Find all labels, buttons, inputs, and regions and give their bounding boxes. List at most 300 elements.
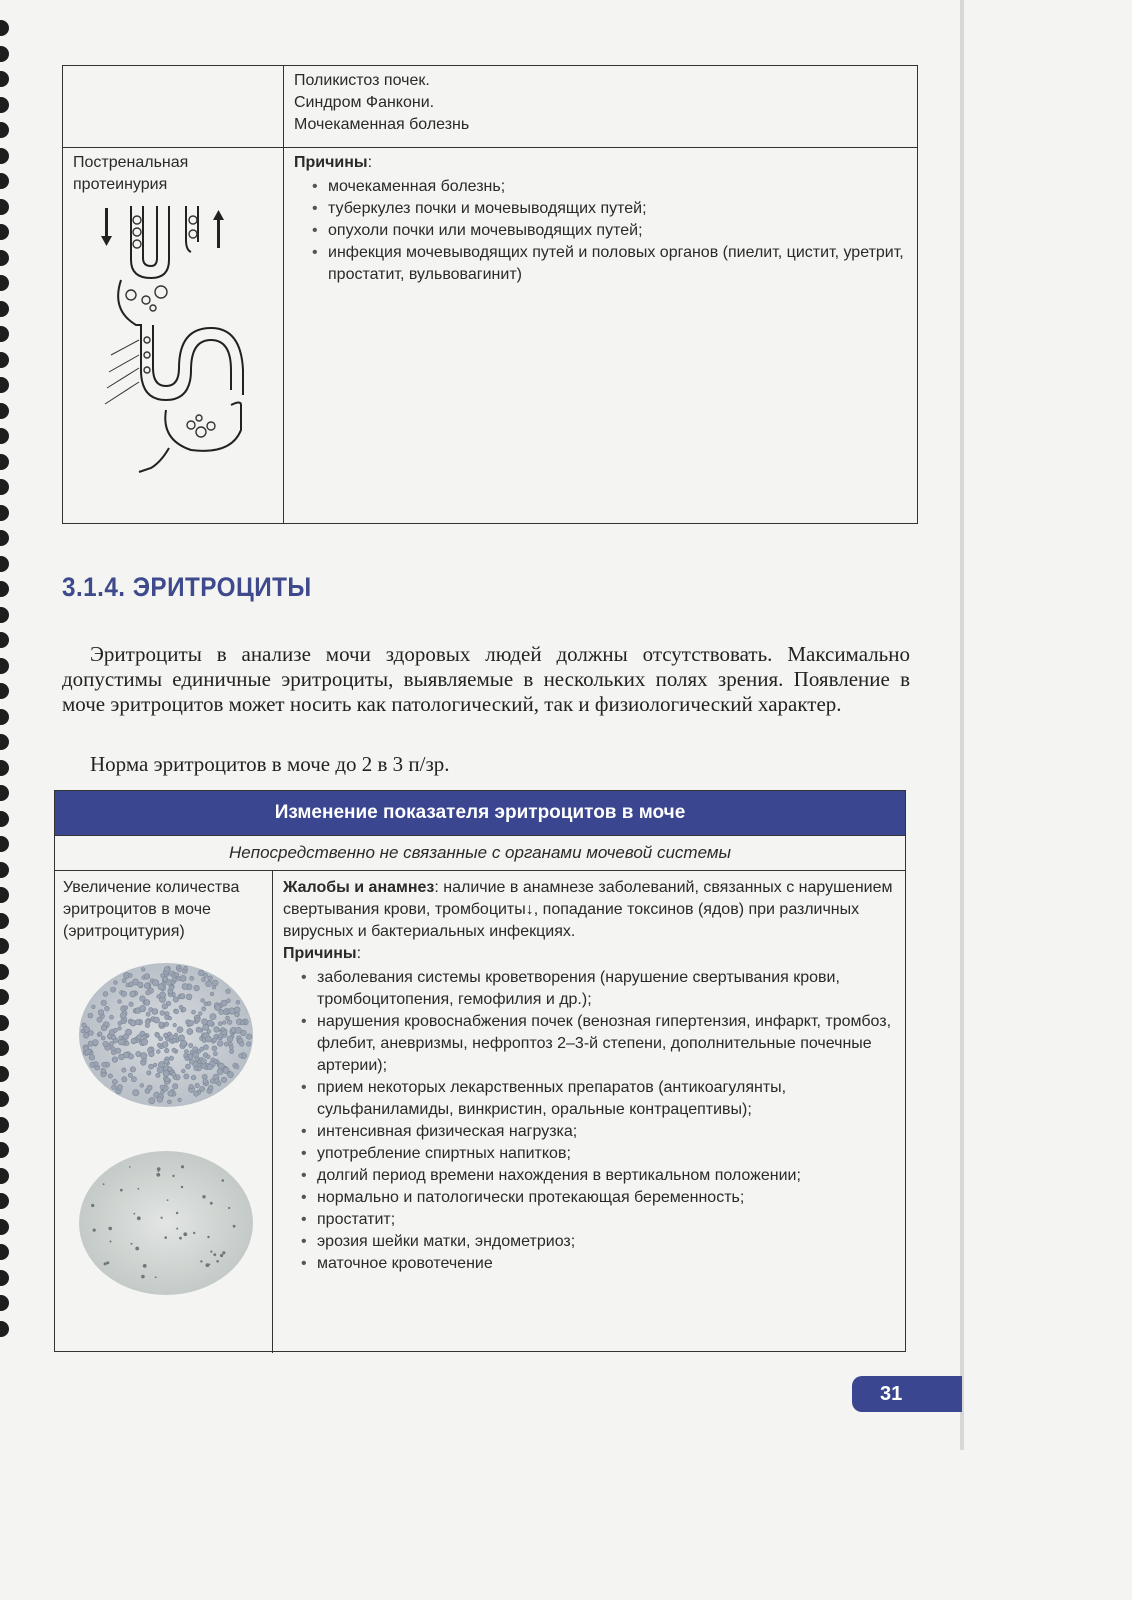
binding-ring — [0, 428, 9, 444]
cell-dot — [200, 1047, 204, 1051]
table-cell-empty — [63, 66, 284, 148]
cell-dot — [128, 1073, 132, 1077]
cell-dot — [109, 1042, 114, 1047]
cell-dot — [186, 994, 192, 1000]
cell-dot — [203, 1079, 208, 1084]
cell-dot — [213, 1253, 216, 1256]
binding-ring — [0, 556, 9, 572]
cell-dot — [240, 1042, 244, 1046]
list-item: • долгий период времени нахождения в вертикальном положении; — [301, 1165, 895, 1187]
cell-dot — [111, 1050, 116, 1055]
cell-dot — [119, 1054, 125, 1060]
cell-dot — [164, 1236, 167, 1239]
binding-ring — [0, 479, 9, 495]
binding-ring — [0, 505, 9, 521]
table-cell: Причины: • мочекаменная болезнь; • туберкулез почки и мочевыводящих путей; • опухоли почки или мочевыводящих путей; • инфекция мочевыводящих путей и половых органов (пиелит, цистит, уретрит, простатит, вульвовагинит) — [284, 148, 918, 524]
cell-dot — [246, 1042, 251, 1047]
cell-dot — [141, 1053, 147, 1059]
cell-dot — [111, 987, 116, 992]
binding-ring — [0, 785, 9, 801]
cell-dot — [141, 1275, 145, 1279]
list-item: • туберкулез почки и мочевыводящих путей; — [312, 198, 907, 220]
cell-dot — [91, 1204, 94, 1207]
cell-dot — [194, 1091, 199, 1096]
binding-ring — [0, 275, 9, 291]
cell-dot — [108, 1227, 112, 1231]
table-subheader: Непосредственно не связанные с органами мочевой системы — [55, 836, 905, 871]
binding-ring — [0, 46, 9, 62]
cell-dot — [103, 1041, 108, 1046]
cell-dot — [227, 999, 231, 1003]
cell-dot — [118, 1000, 122, 1004]
list-item: Поликистоз почек. — [294, 72, 430, 89]
cell-dot — [162, 1004, 168, 1010]
cell-dot — [184, 966, 188, 970]
cell-dot — [167, 1100, 171, 1104]
cell-dot — [130, 1067, 135, 1072]
causes-list — [283, 967, 895, 1275]
cell-dot — [201, 999, 205, 1003]
cell-dot — [93, 1229, 96, 1232]
cell-dot — [83, 1033, 88, 1038]
table-cell: Жалобы и анамнез: наличие в анамнезе заболеваний, связанных с нарушением свертывания крови, тромбоциты↓, попадание токсинов (ядов) при различных вирусных и бактериальных инфекциях. Причины: • заболевания системы кроветворения (нарушение свертывания крови, тромбоцитопения, гемофилия и др.); • нарушения кровоснабжения почек (венозная гипертензия, инфаркт, тромбоз, флебит, аневризмы, нефроптоз 2–3-й степени, дополнительные почечные артерии); • прием некоторых лекарственных препаратов (антикоагулянты, сульфаниламиды, винкристин, оральные контрацептивы); • интенсивная физическая нагрузка; • употребление спиртных напитков; • долгий период времени нахождения в вертикальном положении; • нормально и патологически протекающая беременность; • простатит; • эрозия шейки матки, эндометриоз; • маточное кровотечение — [273, 871, 905, 1353]
binding-ring — [0, 1193, 9, 1209]
cell-dot — [128, 973, 132, 977]
cell-dot — [239, 1054, 243, 1058]
list-item: • употребление спиртных напитков; — [301, 1143, 895, 1165]
cell-dot — [122, 979, 126, 983]
cell-dot — [182, 984, 188, 990]
binding-ring — [0, 122, 9, 138]
cell-dot — [207, 1064, 212, 1069]
cell-dot — [113, 1028, 117, 1032]
cell-dot — [157, 1043, 161, 1047]
cell-dot — [221, 1077, 226, 1082]
paragraph: Норма эритроцитов в моче до 2 в 3 п/зр. — [90, 752, 450, 776]
binding-ring — [0, 887, 9, 903]
cell-dot — [122, 1077, 127, 1082]
cell-dot — [212, 980, 218, 986]
cell-dot — [139, 1005, 145, 1011]
cell-dot — [210, 1079, 215, 1084]
cell-dot — [97, 1017, 102, 1022]
cell-dot — [214, 1027, 220, 1033]
cell-dot — [202, 1074, 207, 1079]
cell-dot — [160, 1085, 164, 1089]
binding-ring — [0, 250, 9, 266]
cell-dot — [136, 1051, 141, 1056]
binding-ring — [0, 862, 9, 878]
cell-dot — [172, 1048, 176, 1052]
cell-dot — [140, 996, 146, 1002]
cell-dot — [172, 977, 176, 981]
cell-dot — [98, 1010, 104, 1016]
cell-dot — [135, 1247, 139, 1251]
cell-dot — [204, 1002, 208, 1006]
cell-dot — [108, 1074, 112, 1078]
list-item: • эрозия шейки матки, эндометриоз; — [301, 1231, 895, 1253]
cell-dot — [84, 1046, 89, 1051]
cell-dot — [191, 1075, 196, 1080]
cell-dot — [129, 982, 134, 987]
cell-dot — [176, 1228, 178, 1230]
cell-dot — [156, 1073, 160, 1077]
cell-dot — [98, 1032, 102, 1036]
cell-dot — [172, 1175, 174, 1177]
table-row — [63, 148, 918, 524]
cell-dot — [212, 1046, 217, 1051]
list-item: • нарушения кровоснабжения почек (венозная гипертензия, инфаркт, тромбоз, флебит, аневризмы, нефроптоз 2–3-й степени, дополнительные почечные артерии); — [301, 1011, 895, 1077]
cell-dot — [226, 1016, 230, 1020]
cell-dot — [163, 977, 168, 982]
cell-dot — [180, 975, 186, 981]
list-item: • маточное кровотечение — [301, 1253, 895, 1275]
cell-dot — [141, 1039, 147, 1045]
cell-dot — [149, 1098, 155, 1104]
cell-dot — [131, 1243, 133, 1245]
cell-dot — [198, 970, 204, 976]
nephron-diagram — [91, 200, 251, 485]
cell-dot — [125, 1041, 129, 1045]
cell-dot — [168, 1067, 173, 1072]
cell-dot — [112, 1085, 117, 1090]
cell-dot — [213, 1038, 217, 1042]
cell-dot — [217, 1082, 221, 1086]
cell-dot — [131, 1038, 136, 1043]
cell-dot — [123, 1017, 127, 1021]
cell-dot — [101, 1036, 105, 1040]
cell-dot — [235, 1027, 241, 1033]
cell-dot — [157, 1167, 161, 1171]
cell-dot — [148, 1048, 153, 1053]
cell-dot — [227, 1020, 232, 1025]
cell-dot — [130, 991, 136, 997]
binding-ring — [0, 760, 9, 776]
cell-dot — [93, 1040, 99, 1046]
cell-dot — [181, 1165, 184, 1168]
row-label: Увеличение количества эритроцитов в моче (эритроцитурия) — [63, 879, 240, 940]
causes-title: Причины — [294, 154, 368, 171]
list-item: • нормально и патологически протекающая беременность; — [301, 1187, 895, 1209]
binding-ring — [0, 377, 9, 393]
list-item: • интенсивная физическая нагрузка; — [301, 1121, 895, 1143]
cell-dot — [156, 1050, 160, 1054]
cell-dot — [181, 1069, 185, 1073]
cell-dot — [174, 1009, 179, 1014]
cell-dot — [206, 981, 212, 987]
cell-dot — [228, 1072, 234, 1078]
binding-ring — [0, 709, 9, 725]
cell-dot — [133, 1213, 135, 1215]
cell-dot — [184, 1050, 188, 1054]
binding-ring — [0, 148, 9, 164]
cell-dot — [209, 1264, 211, 1266]
cell-dot — [143, 1035, 147, 1039]
cell-dot — [153, 1063, 157, 1067]
cell-dot — [129, 1166, 131, 1168]
binding-ring — [0, 913, 9, 929]
table-cell — [55, 871, 273, 1353]
binding-ring — [0, 581, 9, 597]
cell-dot — [201, 1059, 207, 1065]
cell-dot — [173, 1023, 177, 1027]
list-item: Синдром Фанкони. — [294, 94, 435, 111]
cell-dot — [185, 1056, 189, 1060]
complaints-text: : наличие в анамнезе заболеваний, связанных с нарушением свертывания крови, тромбоциты↓, попадание токсинов (ядов) при различных вирусных и бактериальных инфекциях. — [283, 879, 893, 940]
cell-dot — [208, 1085, 213, 1090]
list-item: Мочекаменная болезнь — [294, 116, 470, 133]
cell-dot — [101, 1000, 107, 1006]
cell-dot — [202, 978, 206, 982]
binding-ring — [0, 734, 9, 750]
cell-dot — [181, 1186, 183, 1188]
cell-dot — [203, 1045, 208, 1050]
cell-dot — [103, 1183, 105, 1185]
binding-ring — [0, 836, 9, 852]
table-cell — [284, 66, 918, 148]
microscopy-image-sediment — [77, 1149, 255, 1297]
cell-dot — [218, 1022, 222, 1026]
cell-dot — [102, 1062, 107, 1067]
cell-dot — [173, 1084, 178, 1089]
cell-dot — [182, 1008, 186, 1012]
cell-dot — [212, 985, 216, 989]
cell-dot — [114, 981, 118, 985]
cell-dot — [157, 995, 161, 999]
cell-dot — [210, 1251, 212, 1253]
list-item: • мочекаменная болезнь; — [312, 176, 907, 198]
binding-ring — [0, 811, 9, 827]
section-title: 3.1.4. ЭРИТРОЦИТЫ — [62, 572, 312, 602]
cell-dot — [156, 1173, 160, 1177]
cell-dot — [175, 973, 179, 977]
cell-dot — [229, 1045, 233, 1049]
cell-dot — [122, 1068, 126, 1072]
cell-dot — [92, 1005, 96, 1009]
cell-dot — [189, 1043, 193, 1047]
cell-dot — [169, 985, 174, 990]
binding-ring — [0, 1040, 9, 1056]
cell-dot — [227, 1036, 233, 1042]
table-row — [63, 66, 918, 148]
cell-dot — [157, 1067, 163, 1073]
cell-dot — [206, 1036, 212, 1042]
cell-dot — [159, 1022, 164, 1027]
cell-dot — [172, 1038, 176, 1042]
table-cell — [63, 148, 284, 524]
table-row — [55, 871, 905, 1353]
cell-dot — [81, 1029, 85, 1033]
binding-ring — [0, 173, 9, 189]
cell-dot — [240, 1021, 244, 1025]
cell-dot — [160, 1011, 165, 1016]
cell-dot — [213, 1052, 217, 1056]
cell-dot — [135, 1020, 140, 1025]
binding-ring — [0, 1091, 9, 1107]
cell-dot — [178, 1098, 182, 1102]
binding-ring — [0, 683, 9, 699]
cell-dot — [222, 1251, 225, 1254]
cell-dot — [168, 1016, 172, 1020]
cell-dot — [88, 1013, 93, 1018]
binding-ring — [0, 632, 9, 648]
cell-dot — [157, 1097, 163, 1103]
cell-dot — [146, 1012, 150, 1016]
cell-dot — [202, 1195, 205, 1198]
cell-dot — [158, 984, 164, 990]
binding-ring — [0, 1321, 9, 1337]
cell-dot — [230, 1049, 234, 1053]
cell-dot — [208, 976, 213, 981]
list-item: • простатит; — [301, 1209, 895, 1231]
causes-title: Причины — [283, 945, 357, 962]
cell-dot — [192, 1010, 196, 1014]
cell-dot — [206, 1055, 210, 1059]
cell-dot — [200, 1260, 202, 1262]
cell-dot — [138, 982, 143, 987]
paragraph: Эритроциты в анализе мочи здоровых людей должны отсутствовать. Максимально допустимы единичные эритроциты, выявляемые в нескольких полях зрения. Появление в моче эритроцитов может носить как патологический, так и физиологический характер. — [62, 642, 910, 716]
cell-dot — [185, 1064, 190, 1069]
cell-dot — [124, 1006, 128, 1010]
cell-dot — [210, 992, 214, 996]
cell-dot — [178, 968, 182, 972]
cell-dot — [154, 1017, 160, 1023]
cell-dot — [193, 1232, 195, 1234]
cell-dot — [165, 1012, 169, 1016]
page-number: 31 — [852, 1376, 962, 1412]
cell-dot — [141, 968, 145, 972]
cell-dot — [129, 1002, 133, 1006]
cell-dot — [223, 1021, 227, 1025]
cell-dot — [137, 1188, 139, 1190]
cell-dot — [161, 1217, 163, 1219]
cell-dot — [174, 1033, 178, 1037]
table-proteinuria — [62, 65, 918, 524]
cell-dot — [118, 1027, 122, 1031]
cell-dot — [164, 1048, 169, 1053]
binding-ring — [0, 1244, 9, 1260]
cell-dot — [117, 1085, 123, 1091]
cell-dot — [147, 1085, 152, 1090]
cell-dot — [202, 1007, 206, 1011]
table-erythrocytes — [54, 790, 906, 1352]
cell-dot — [193, 1052, 199, 1058]
binding-ring — [0, 1117, 9, 1133]
microscopy-image-erythrocytes — [77, 961, 255, 1109]
binding-ring — [0, 1295, 9, 1311]
cell-dot — [133, 1090, 139, 1096]
cell-dot — [222, 1179, 225, 1182]
cell-dot — [112, 1079, 117, 1084]
cell-dot — [246, 1034, 251, 1039]
cell-dot — [149, 1064, 154, 1069]
cell-dot — [188, 1020, 194, 1026]
binding-ring — [0, 1142, 9, 1158]
cell-dot — [196, 1018, 200, 1022]
cell-dot — [147, 1071, 151, 1075]
binding-ring — [0, 1168, 9, 1184]
binding-ring — [0, 352, 9, 368]
cell-dot — [140, 1084, 144, 1088]
cell-dot — [163, 1070, 169, 1076]
cell-dot — [236, 1000, 240, 1004]
cell-dot — [199, 1012, 203, 1016]
cell-dot — [103, 992, 108, 997]
binding-ring — [0, 20, 9, 36]
cell-dot — [177, 1027, 183, 1033]
cell-dot — [228, 1207, 230, 1209]
cell-dot — [82, 1023, 86, 1027]
cell-dot — [159, 1037, 163, 1041]
binding-ring — [0, 658, 9, 674]
cell-dot — [105, 1006, 110, 1011]
list-item: • опухоли почки или мочевыводящих путей; — [312, 220, 907, 242]
cell-dot — [181, 1040, 187, 1046]
list-item: • заболевания системы кроветворения (нарушение свертывания крови, тромбоцитопения, гемофилия и др.); — [301, 967, 895, 1011]
cell-dot — [196, 1027, 201, 1032]
binding-ring — [0, 403, 9, 419]
cell-dot — [195, 1083, 199, 1087]
cell-dot — [131, 1077, 136, 1082]
cell-dot — [169, 1056, 173, 1060]
cell-dot — [168, 1091, 173, 1096]
cell-dot — [164, 967, 170, 973]
cell-dot — [224, 1042, 228, 1046]
cell-dot — [144, 983, 150, 989]
cell-dot — [162, 1042, 168, 1048]
cell-dot — [167, 1199, 169, 1201]
cell-dot — [176, 1212, 178, 1214]
cell-dot — [184, 1074, 189, 1079]
cell-dot — [152, 980, 158, 986]
binding-ring — [0, 97, 9, 113]
cell-dot — [202, 1019, 208, 1025]
cell-dot — [111, 1035, 116, 1040]
cell-dot — [207, 1236, 209, 1238]
list-item: • инфекция мочевыводящих путей и половых органов (пиелит, цистит, уретрит, простатит, вульвовагинит) — [312, 242, 907, 286]
cell-dot — [110, 1015, 114, 1019]
binding-ring — [0, 71, 9, 87]
cell-dot — [189, 1059, 194, 1064]
cell-dot — [189, 1084, 193, 1088]
binding-ring — [0, 1066, 9, 1082]
binding-ring — [0, 530, 9, 546]
cell-dot — [219, 1009, 224, 1014]
cell-dot — [210, 1202, 213, 1205]
binding-ring — [0, 224, 9, 240]
cell-dot — [104, 1262, 107, 1265]
cell-dot — [137, 1035, 142, 1040]
cell-dot — [217, 1041, 223, 1047]
cell-dot — [106, 1261, 109, 1264]
cell-dot — [90, 1062, 95, 1067]
cell-dot — [194, 985, 200, 991]
cell-dot — [221, 1000, 227, 1006]
cell-dot — [226, 989, 231, 994]
cell-dot — [143, 1264, 147, 1268]
cell-dot — [119, 1036, 123, 1040]
cell-dot — [144, 974, 150, 980]
cell-dot — [89, 1055, 95, 1061]
table-header: Изменение показателя эритроцитов в моче — [55, 791, 905, 836]
cell-dot — [128, 1054, 133, 1059]
cell-dot — [217, 1069, 223, 1075]
cell-dot — [235, 1065, 239, 1069]
cell-dot — [121, 991, 126, 996]
complaints-title: Жалобы и анамнез — [283, 879, 435, 896]
spiral-binding — [0, 20, 14, 1350]
cell-dot — [165, 1077, 169, 1081]
